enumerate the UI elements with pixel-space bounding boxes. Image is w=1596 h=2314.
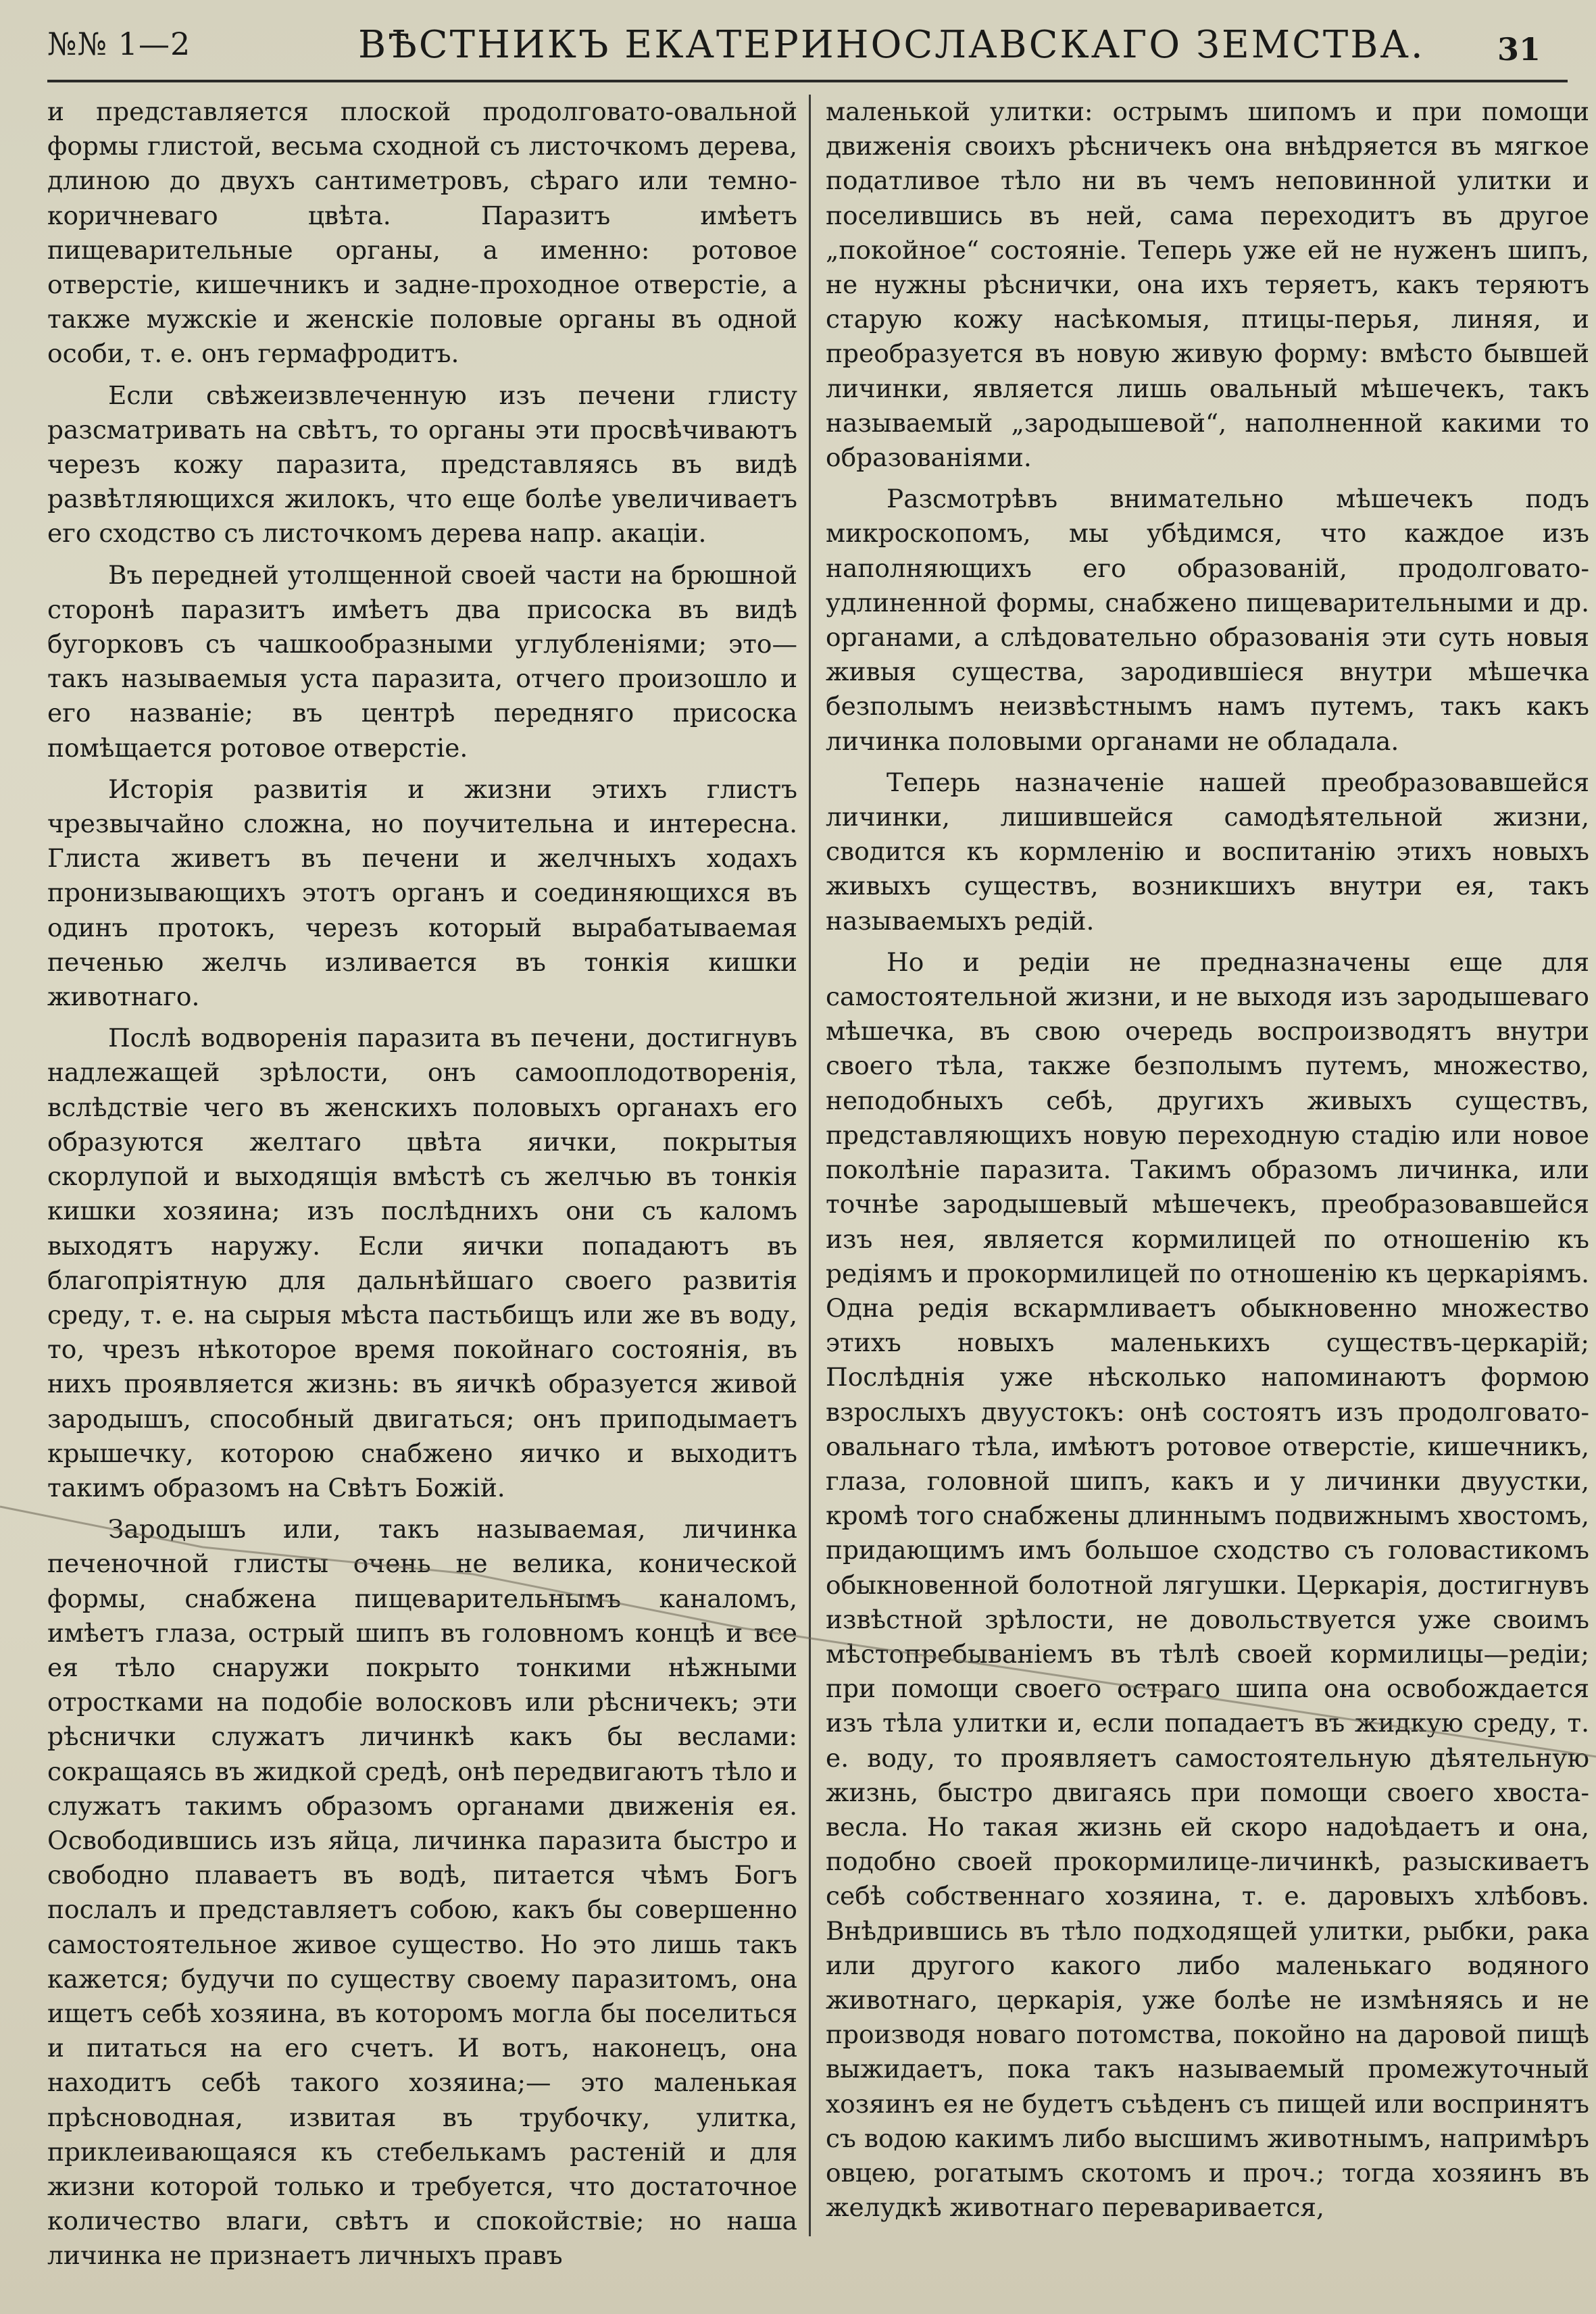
paragraph: Въ передней утолщенной своей части на брюшной сторонѣ паразитъ имѣетъ два присоска въ видѣ бугорковъ съ чашкообразными углубленіями; это—такъ называемыя уста паразита, отчего произошло и его названіе; въ центрѣ передняго присоска помѣщается ротовое отверстіе. bbox=[47, 559, 797, 763]
paragraph: и представляется плоской продолговато-овальной формы глистой, весьма сходной съ листочкомъ дерева, длиною до двухъ сантиметровъ, сѣраго или темно-коричневаго цвѣта. Паразитъ имѣетъ пищеварительные органы, а именно: ротовое отверстіе, кишечникъ и задне-проходное отверстіе, а также мужскіе и женскіе половые органы въ одной особи, т. е. онъ гермафродитъ. bbox=[47, 97, 797, 369]
paragraph: Послѣ водворенія паразита въ печени, достигнувъ надлежащей зрѣлости, онъ самооплодотворенія, вслѣдствіе чего въ женскихъ половыхъ органахъ его образуются желтаго цвѣта яички, покрытыя скорлупой и выходящія вмѣстѣ съ желчью въ тонкія кишки хозяина; изъ послѣднихъ они съ каломъ выходятъ наружу. Если яички попадаютъ въ благопріятную для дальнѣйшаго своего развитія среду, т. е. на сырыя мѣста пастьбищъ или же въ воду, то, чрезъ нѣкоторое время покойнаго состоянія, въ нихъ проявляется жизнь: въ яичкѣ образуется живой зародышъ, способный двигаться; онъ приподымаетъ крышечку, которою снабжено яичко и выходитъ такимъ образомъ на Свѣтъ Божій. bbox=[47, 1023, 797, 1503]
paragraph: Теперь назначеніе нашей преобразовавшейся личинки, лишившейся самодѣятельной жизни, сводится къ кормленію и воспитанію этихъ новыхъ живыхъ существъ, возникшихъ внутри ея, такъ называемыхъ редій. bbox=[826, 767, 1589, 936]
paragraph: Если свѣжеизвлеченную изъ печени глисту разсматривать на свѣтъ, то органы эти просвѣчиваютъ черезъ кожу паразита, представляясь въ видѣ развѣтляющихся жилокъ, что еще болѣе увеличиваетъ его сходство съ листочкомъ дерева напр. акаціи. bbox=[47, 380, 797, 549]
paragraph: маленькой улитки: острымъ шипомъ и при помощи движенія своихъ рѣсничекъ она внѣдряется въ мягкое податливое тѣло ни въ чемъ неповинной улитки и поселившись въ ней, сама переходитъ въ другое „покойное“ состояніе. Теперь уже ей не нуженъ шипъ, не нужны рѣснички, она ихъ теряетъ, какъ теряютъ старую кожу насѣкомыя, птицы-перья, линяя, и преобразуется въ новую живую форму: вмѣсто бывшей личинки, является лишь овальный мѣшечекъ, такъ называемый „зародышевой“, наполненной какими то образованіями. bbox=[826, 97, 1589, 473]
publication-title: ВѢСТНИКЪ ЕКАТЕРИНОСЛАВСКАГО ЗЕМСТВА. bbox=[358, 23, 1425, 67]
paragraph: Разсмотрѣвъ внимательно мѣшечекъ подъ микроскопомъ, мы убѣдимся, что каждое изъ наполняющихъ его образованій, продолговато-удлиненной формы, снабжено пищеварительными и др. органами, а слѣдовательно образованія эти суть новыя живыя существа, зародившіеся внутри мѣшечка безполымъ неизвѣстнымъ намъ путемъ, такъ какъ личинка половыми органами не обладала. bbox=[826, 484, 1589, 756]
left-column bbox=[47, 95, 797, 2273]
paragraph: Но и редіи не предназначены еще для самостоятельной жизни, и не выходя изъ зародышеваго мѣшечка, въ свою очередь воспроизводятъ внутри своего тѣла, также безполымъ путемъ, множество, неподобныхъ себѣ, другихъ живыхъ существъ, представляющихъ новую переходную стадію или новое поколѣніе паразита. Такимъ образомъ личинка, или точнѣе зародышевый мѣшечекъ, преобразовавшейся изъ нея, является кормилицей по отношенію къ редіямъ и прокормилицей по отношенію къ церкаріямъ. Одна редія вскармливаетъ обыкновенно множество этихъ новыхъ маленькихъ существъ-церкарій; Послѣднія уже нѣсколько напоминаютъ формою взрослыхъ двуустокъ: онѣ состоятъ изъ продолговато-овальнаго тѣла, имѣютъ ротовое отверстіе, кишечникъ, глаза, головной шипъ, какъ и у личинки двуустки, кромѣ того снабжены длиннымъ подвижнымъ хвостомъ, придающимъ имъ большое сходство съ головастикомъ обыкновенной болотной лягушки. Церкарія, достигнувъ извѣстной зрѣлости, не довольствуется уже своимъ мѣстопребываніемъ въ тѣлѣ своей кормилицы—редіи; при помощи своего остраго шипа она освобождается изъ тѣла улитки и, если попадаетъ въ жидкую среду, т. е. воду, то проявляетъ самостоятельную дѣятельную жизнь, быстро двигаясь при помощи своего хвоста-весла. Но такая жизнь ей скоро надоѣдаетъ и она, подобно своей прокормилице-личинкѣ, разыскиваетъ себѣ собственнаго хозяина, т. е. даровыхъ хлѣбовъ. Внѣдрившись въ тѣло подходящей улитки, рыбки, рака или другого какого либо маленькаго водяного животнаго, церкарія, уже болѣе не измѣняясь и не производя новаго потомства, покойно на даровой пищѣ выжидаетъ, пока такъ называемый промежуточный хозяинъ ея не будетъ съѣденъ съ пищей или воспринятъ съ водою какимъ либо высшимъ животнымъ, напримѣръ овцею, рогатымъ скотомъ и проч.; тогда хозяинъ въ желудкѣ животнаго переваривается, bbox=[826, 947, 1589, 2223]
column-divider bbox=[809, 95, 811, 2236]
paragraph: Зародышъ или, такъ называемая, личинка печеночной глисты очень не велика, конической формы, снабжена пищеварительнымъ каналомъ, имѣетъ глаза, острый шипъ въ головномъ концѣ и все ея тѣло снаружи покрыто тонкими нѣжными отростками на подобіе волосковъ или рѣсничекъ; эти рѣснички служатъ личинкѣ какъ бы веслами: сокращаясь въ жидкой средѣ, онѣ передвигаютъ тѣло и служатъ такимъ образомъ органами движенія ея. Освободившись изъ яйца, личинка паразита быстро и свободно плаваетъ въ водѣ, питается чѣмъ Богъ послалъ и представляетъ собою, какъ бы совершенно самостоятельное живое существо. Но это лишь такъ кажется; будучи по существу своему паразитомъ, она ищетъ себѣ хозяина, въ которомъ могла бы поселиться и питаться на его счетъ. И вотъ, наконецъ, она находитъ себѣ такого хозяина;— это маленькая прѣсноводная, извитая въ трубочку, улитка, приклеивающаяся къ стебелькамъ растеній и для жизни которой только и требуется, что достаточное количество влаги, свѣтъ и спокойствіе; но наша личинка не признаетъ личныхъ правъ bbox=[47, 1514, 797, 2271]
paper-tear bbox=[0, 1466, 1596, 1470]
page-number: 31 bbox=[1497, 31, 1541, 68]
paragraph: Исторія развитія и жизни этихъ глистъ чрезвычайно сложна, но поучительна и интересна. Глиста живетъ въ печени и желчныхъ ходахъ пронизывающихъ этотъ органъ и соединяющихся въ одинъ протокъ, черезъ который вырабатываемая печенью желчь изливается въ тонкія кишки животнаго. bbox=[47, 774, 797, 1012]
right-column bbox=[826, 95, 1589, 2225]
header-rule bbox=[47, 80, 1568, 82]
issue-number: №№ 1—2 bbox=[47, 26, 191, 62]
page-header bbox=[47, 19, 1568, 80]
